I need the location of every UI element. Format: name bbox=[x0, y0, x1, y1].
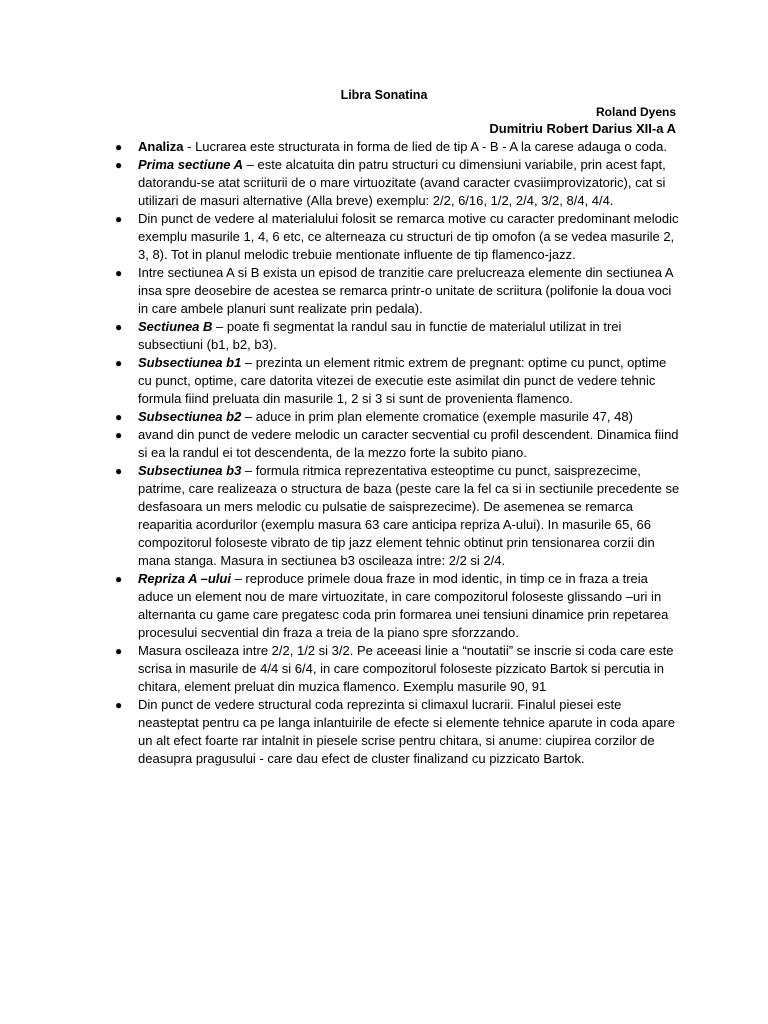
bullet-icon: ● bbox=[115, 644, 123, 658]
item-text: – poate fi segmentat la randul sau in functie de materialul utilizat in trei subsectiuni (b1, b2, b3). bbox=[138, 319, 622, 352]
bullet-icon: ● bbox=[115, 140, 123, 154]
list-item bbox=[113, 426, 683, 462]
list-item bbox=[113, 264, 683, 318]
list-item bbox=[113, 570, 683, 642]
item-text: Din punct de vedere al materialului folosit se remarca motive cu caracter predominant melodic exemplu masurile 1, 4, 6 etc, ce alterneaza cu structuri de tip omofon (a se vedea masurile 2, 3, 8). Tot in planul melodic trebuie mentionate influente de tip flamenco-jazz. bbox=[138, 211, 679, 262]
bullet-icon: ● bbox=[115, 572, 123, 586]
item-text: Intre sectiunea A si B exista un episod de tranzitie care prelucreaza elemente din sectiunea A insa spre deosebire de acestea se remarca printr-o unitate de scriitura (polifonie la doua voci in care ambele planuri sunt realizate prin pedala). bbox=[138, 265, 673, 316]
item-text: Masura oscileaza intre 2/2, 1/2 si 3/2. Pe aceeasi linie a “noutatii” se inscrie si coda care este scrisa in masurile de 4/4 si 6/4, in care compozitorul foloseste pizzicato Bartok si percutia in chitara, element preluat din muzica flamenco. Exemplu masurile 90, 91 bbox=[138, 643, 674, 694]
bullet-icon: ● bbox=[115, 464, 123, 478]
list-item bbox=[113, 210, 683, 264]
item-text: – prezinta un element ritmic extrem de pregnant: optime cu punct, optime cu punct, optime, care datorita vitezei de executie este asimilat din punct de vedere tehnic formula fiind preluata din masurile 1, 2 si 3 si sunt de provenienta flamenco. bbox=[138, 355, 667, 406]
bullet-icon: ● bbox=[115, 158, 123, 172]
bullet-icon: ● bbox=[115, 410, 123, 424]
list-item bbox=[113, 462, 683, 570]
item-text: – reproduce primele doua fraze in mod identic, in timp ce in fraza a treia aduce un element nou de mare virtuozitate, in care compozitorul foloseste glissando –uri in alternanta cu game care pregatesc coda prin formarea unei tensiuni dinamice prin repetarea procesului secvential din fraza a treia de la piano spre sforzzando. bbox=[138, 571, 669, 640]
item-text: avand din punct de vedere melodic un caracter secvential cu profil descendent. Dinamica fiind si ea la randul ei tot descendenta, de la mezzo forte la subito piano. bbox=[138, 427, 679, 460]
item-text: – aduce in prim plan elemente cromatice (exemple masurile 47, 48) bbox=[241, 409, 633, 424]
item-text: – este alcatuita din patru structuri cu dimensiuni variabile, prin acest fapt, datorandu-se atat scriiturii de o mare virtuozitate (avand caracter cvasiimprovizatoric), cat si utilizari de masuri alternative (Alla breve) exemplu: 2/2, 6/16, 1/2, 2/4, 3/2, 8/4, 4/4. bbox=[138, 157, 666, 208]
list-item bbox=[113, 642, 683, 696]
bullet-icon: ● bbox=[115, 266, 123, 280]
item-heading: Subsectiunea b2 bbox=[138, 409, 242, 424]
document-title: Libra Sonatina bbox=[340, 88, 428, 102]
student-name: Dumitriu Robert Darius XII-a A bbox=[489, 121, 676, 136]
item-text: - Lucrarea este structurata in forma de lied de tip A - B - A la carese adauga o coda. bbox=[183, 139, 667, 154]
bullet-icon: ● bbox=[115, 320, 123, 334]
list-item bbox=[113, 696, 683, 768]
list-item bbox=[113, 318, 683, 354]
item-heading: Prima sectiune A bbox=[138, 157, 244, 172]
item-text: – formula ritmica reprezentativa esteoptime cu punct, saisprezecime, patrime, care realizeaza o structura de baza (peste care la fel ca si in sectiunile precedente se desfasoara un mers melodic cu pulsatie de saisprezecime). De asemenea se remarca reaparitia acordurilor (exemplu masura 63 care anticipa repriza A-ului). In masurile 65, 66 compozitorul foloseste vibrato de tip jazz element tehnic obtinut prin tensionarea corzii din mana stanga. Masura in sectiunea b3 oscileaza intre: 2/2 si 2/4. bbox=[138, 463, 680, 568]
bullet-icon: ● bbox=[115, 356, 123, 370]
analysis-list bbox=[113, 138, 683, 768]
composer-name: Roland Dyens bbox=[595, 105, 676, 119]
item-text: Din punct de vedere structural coda reprezinta si climaxul lucrarii. Finalul piesei este neasteptat pentru ca pe langa inlantuirile de efecte si elemente tehnice aparute in coda apare un alt efect foarte rar intalnit in piesele scrise pentru chitara, si anume: ciupirea corzilor de deasupra pragusului - care dau efect de cluster finalizand cu pizzicato Bartok. bbox=[138, 697, 675, 766]
list-item bbox=[113, 354, 683, 408]
bullet-icon: ● bbox=[115, 428, 123, 442]
item-heading: Repriza A –ului bbox=[138, 571, 231, 586]
list-item bbox=[113, 156, 683, 210]
item-heading: Subsectiunea b3 bbox=[138, 463, 242, 478]
item-heading: Analiza bbox=[138, 139, 184, 154]
bullet-icon: ● bbox=[115, 212, 123, 226]
bullet-icon: ● bbox=[115, 698, 123, 712]
list-item bbox=[113, 138, 683, 156]
list-item bbox=[113, 408, 683, 426]
item-heading: Subsectiunea b1 bbox=[138, 355, 242, 370]
item-heading: Sectiunea B bbox=[138, 319, 213, 334]
